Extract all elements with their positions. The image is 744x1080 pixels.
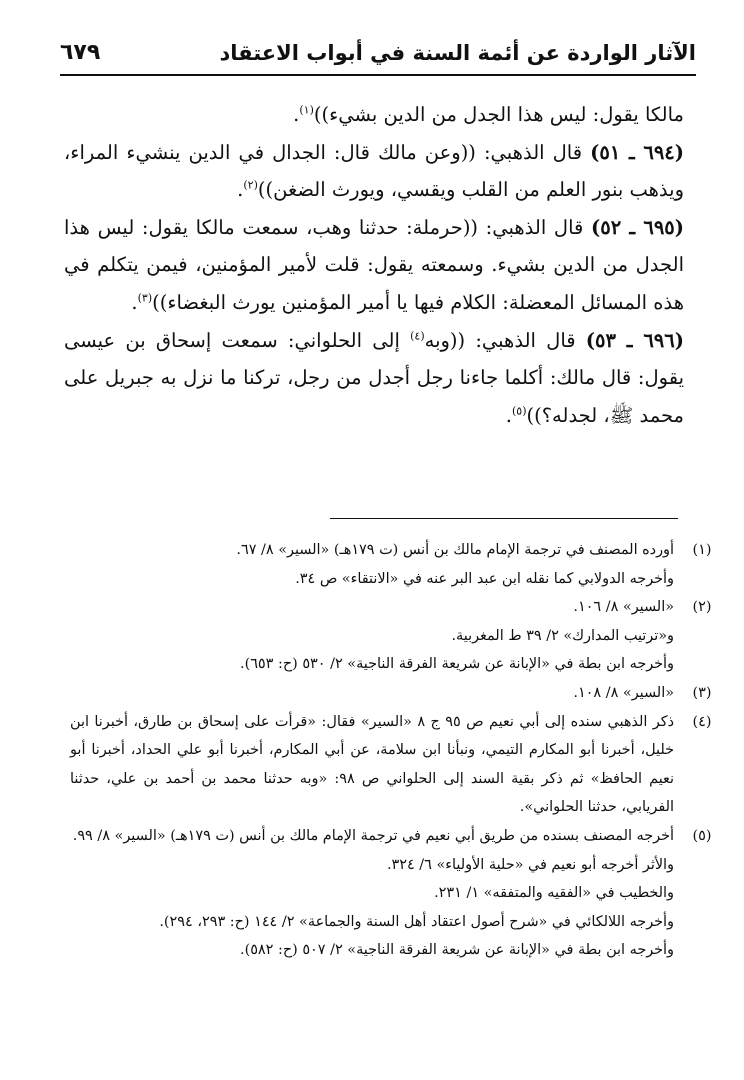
footnote-separator [330,518,678,519]
footnote-line: والخطيب في «الفقيه والمتفقه» ١/ ٢٣١. [434,885,674,902]
footnote-line: وأخرجه ابن بطة في «الإبانة عن شريعة الفرقة الناجية» ٢/ ٥٠٧ (ح: ٥٨٢). [240,942,674,959]
footnote-line: و«ترتيب المدارك» ٢/ ٣٩ ط المغربية. [451,627,674,644]
paragraph [64,134,684,209]
paragraph-text: إلى الحلواني: سمعت إسحاق بن عيسى يقول: قال مالك: أكلما جاءنا رجل أجدل من رجل، تركنا ما نزل به جبريل على محمد ﷺ، لجدله؟)) [64,328,684,427]
footnote-reference[interactable]: (٤) [410,329,425,343]
footnotes [70,536,712,965]
paragraph-text: قال الذهبي: ((وبه [424,328,586,352]
paragraph-tail: . [293,103,300,126]
main-text [64,96,684,434]
athar-number: (٦٩٥ ـ ٥٢) [590,215,684,239]
footnote-label: (٥) [692,827,712,844]
page-header [60,28,696,76]
footnote-line: وأخرجه ابن بطة في «الإبانة عن شريعة الفرقة الناجية» ٢/ ٥٣٠ (ح: ٦٥٣). [240,656,674,673]
running-title: الآثار الواردة عن أئمة السنة في أبواب الاعتقاد [219,41,696,65]
footnote-line: «السير» ٨/ ١٠٦. [573,599,674,616]
footnote-line: والأثر أخرجه أبو نعيم في «حلية الأولياء» ٦/ ٣٢٤. [386,856,674,873]
footnote-line: أورده المصنف في ترجمة الإمام مالك بن أنس (ت ١٧٩هـ) «السير» ٨/ ٦٧. [236,542,674,558]
footnote-reference[interactable]: (١) [299,103,314,117]
footnote [70,822,712,965]
footnote [70,679,712,708]
footnote-line: أخرجه المصنف بسنده من طريق أبي نعيم في ترجمة الإمام مالك بن أنس (ت ١٧٩هـ) «السير» ٨/ ٩٩. [72,827,674,844]
footnote-line: «السير» ٨/ ١٠٨. [573,684,674,701]
footnote-label: (٢) [692,599,712,616]
paragraph-tail: . [131,290,138,314]
footnote-line: وأخرجه اللالكائي في «شرح أصول اعتقاد أهل السنة والجماعة» ٢/ ١٤٤ (ح: ٢٩٣، ٢٩٤). [159,913,674,930]
footnote-reference[interactable]: (٥) [511,404,527,418]
footnote [70,708,712,822]
paragraph [64,96,684,134]
footnote-label: (١) [692,542,712,558]
athar-number: (٦٩٦ ـ ٥٣) [585,328,684,352]
paragraph-tail: . [505,403,512,427]
paragraph-text: مالكا يقول: ليس هذا الجدل من الدين بشيء)) [313,103,684,126]
paragraph-text: قال الذهبي: ((حرملة: حدثنا وهب، سمعت مالكا يقول: ليس هذا الجدل من الدين بشيء. وسمعته يقول: قلت لأمير المؤمنين، فيمن يتكلم في هذه المسائل المعضلة: الكلام فيها يا أمير المؤمنين يورث البغضاء)) [64,215,684,314]
footnote-line: ذكر الذهبي سنده إلى أبي نعيم ص ٩٥ ج ٨ «السير» فقال: «قرأت على إسحاق بن طارق، أخبرنا ابن خليل، أخبرنا أبو المكارم التيمي، ونبأنا ابن سلامة، عن أبي المكارم، أخبرنا أبو علي الحداد، أخبرنا أبو نعيم الحافظ» ثم ذكر بقية السند إلى الحلواني ص ٩٨: «وبه حدثنا محمد بن أحمد بن علي، حدثنا الفريابي، حدثنا الحلواني». [70,713,674,816]
footnote-label: (٣) [692,684,712,701]
footnote [70,536,712,593]
footnote-reference[interactable]: (٣) [137,291,153,305]
footnote [70,593,712,679]
page-number: ٦٧٩ [60,40,101,65]
footnote-line: وأخرجه الدولابي كما نقله ابن عبد البر عنه في «الانتقاء» ص ٣٤. [295,570,674,587]
paragraph [64,322,684,435]
footnote-label: (٤) [692,713,712,730]
footnote-reference[interactable]: (٢) [243,178,258,192]
paragraph-tail: . [237,178,244,202]
paragraph [64,209,684,322]
athar-number: (٦٩٤ ـ ٥١) [590,140,684,164]
paragraph-text: قال الذهبي: ((وعن مالك قال: الجدال في الدين ينشيء المراء، ويذهب بنور العلم من القلب ويقسي، ويورث الضغن)) [64,140,684,202]
